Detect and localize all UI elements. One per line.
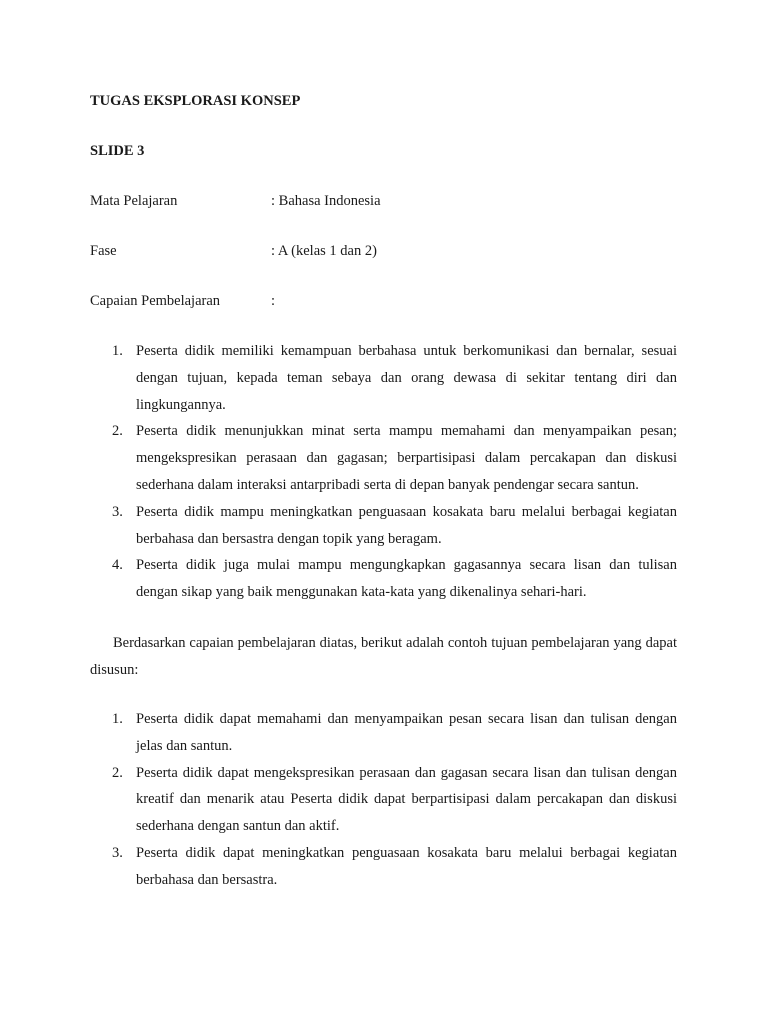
slide-heading: SLIDE 3 (90, 143, 145, 159)
list-item (90, 760, 677, 840)
list-item (90, 418, 677, 498)
tujuan-list (90, 706, 677, 894)
list-item (90, 706, 677, 760)
field-value: : A (kelas 1 dan 2) (271, 243, 377, 259)
document-title: TUGAS EKSPLORASI KONSEP (90, 93, 301, 109)
field-label: Fase (90, 243, 117, 259)
list-item (90, 840, 677, 894)
field-label: Mata Pelajaran (90, 193, 178, 209)
intro-paragraph: Berdasarkan capaian pembelajaran diatas, berikut adalah contoh tujuan pembelajaran yang dapat disusun: (90, 635, 677, 678)
field-label: Capaian Pembelajaran (90, 293, 221, 309)
list-item-number: 1. (112, 343, 123, 359)
list-item-number: 4. (112, 557, 123, 574)
list-item (90, 499, 677, 553)
list-item-number: 1. (112, 711, 123, 727)
list-item-text: Peserta didik dapat mengekspresikan perasaan dan gagasan secara lisan dan tulisan dengan kreatif dan menarik atau Peserta didik dapat berpartisipasi dalam percakapan dan diskusi sederhana dengan santun dan aktif. (136, 764, 677, 835)
list-item-number: 3. (112, 844, 123, 861)
list-item-text: Peserta didik mampu meningkatkan penguasaan kosakata baru melalui berbagai kegiatan berbahasa dan bersastra dengan topik yang beragam. (136, 503, 677, 547)
field-value: : (271, 293, 276, 309)
list-item (90, 338, 677, 418)
field-value: : Bahasa Indonesia (271, 193, 381, 209)
list-item (90, 552, 677, 606)
list-item-text: Peserta didik juga mulai mampu mengungkapkan gagasannya secara lisan dan tulisan dengan sikap yang baik menggunakan kata-kata yang dikenalinya sehari-hari. (136, 557, 677, 601)
capaian-list (90, 338, 677, 606)
list-item-text: Peserta didik menunjukkan minat serta mampu memahami dan menyampaikan pesan; mengekspresikan perasaan dan gagasan; berpartisipasi dalam percakapan dan diskusi sederhana dalam interaksi antarpribadi serta di depan banyak pendengar secara santun. (136, 423, 677, 493)
list-item-number: 3. (112, 503, 123, 520)
list-item-text: Peserta didik dapat memahami dan menyampaikan pesan secara lisan dan tulisan dengan jelas dan santun. (136, 711, 677, 754)
list-item-text: Peserta didik memiliki kemampuan berbahasa untuk berkomunikasi dan bernalar, sesuai dengan tujuan, kepada teman sebaya dan orang dewasa di sekitar tentang diri dan lingkungannya. (136, 343, 677, 413)
list-item-number: 2. (112, 764, 123, 781)
list-item-number: 2. (112, 423, 123, 440)
list-item-text: Peserta didik dapat meningkatkan penguasaan kosakata baru melalui berbagai kegiatan berbahasa dan bersastra. (136, 844, 677, 888)
